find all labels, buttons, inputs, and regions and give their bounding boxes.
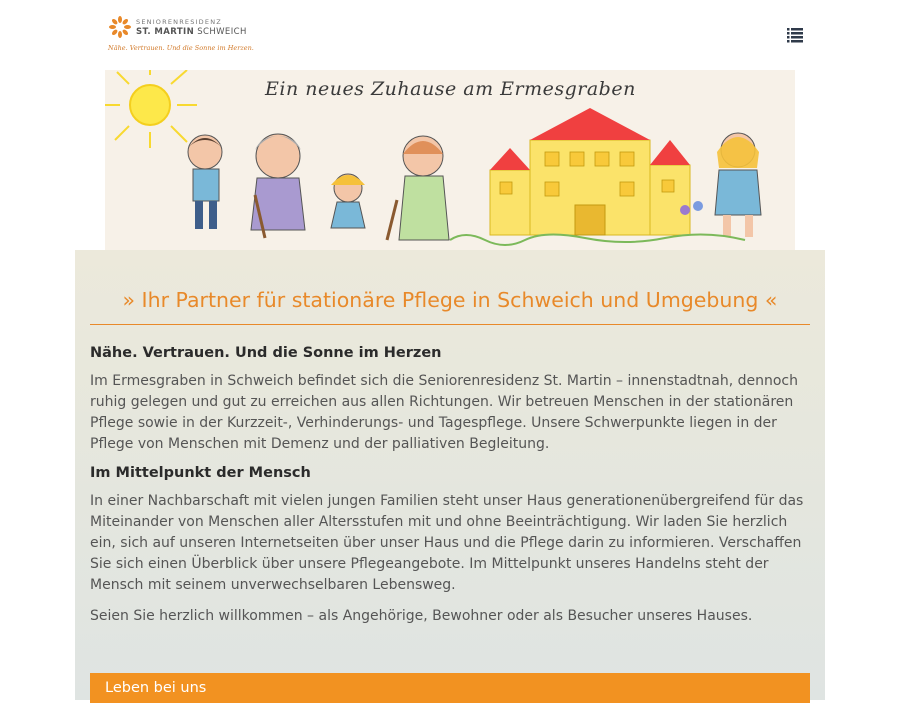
hero-banner <box>105 70 795 250</box>
list-menu-icon[interactable] <box>783 27 803 43</box>
section-title-closeness: Nähe. Vertrauen. Und die Sonne im Herzen <box>90 345 442 361</box>
site-header <box>0 0 900 70</box>
nurse-drawing <box>715 133 761 237</box>
page-title: » Ihr Partner für stationäre Pflege in Schweich und Umgebung « <box>122 288 778 312</box>
boy-drawing <box>188 135 222 229</box>
logo-slogan: Nähe. Vertrauen. Und die Sonne im Herzen. <box>108 44 254 52</box>
main-content <box>75 250 825 700</box>
logo-top-text: SENIORENRESIDENZ <box>136 18 222 26</box>
section-title-human: Im Mittelpunkt der Mensch <box>90 465 311 481</box>
life-section-bar[interactable] <box>90 673 810 703</box>
house-drawing <box>490 108 690 235</box>
life-section-label: Leben bei uns <box>105 680 207 696</box>
banner-title: Ein neues Zuhause am Ermesgraben <box>265 78 636 100</box>
logo-name-bold: ST. MARTIN <box>136 27 195 37</box>
site-logo[interactable] <box>108 15 254 55</box>
sun-drawing <box>105 70 197 148</box>
girl-drawing <box>331 174 365 228</box>
logo-name <box>136 27 247 37</box>
section-text-closeness: Im Ermesgraben in Schweich befindet sich die Seniorenresidenz St. Martin – innenstadtnah, dennoch ruhig gelegen und gut zu erreichen aus allen Richtungen. Wir betreuen Menschen in der stationären Pflege sowie in der Kurzzeit-, Verhinderungs- und Tagespflege. Unsere Schwerpunkte liegen in der Pflege von Menschen mit Demenz und der palliativen Begleitung. <box>90 373 798 452</box>
welcome-text: Seien Sie herzlich willkommen – als Angehörige, Bewohner oder als Besucher unseres Hauses. <box>90 608 753 624</box>
logo-name-rest: SCHWEICH <box>197 27 247 37</box>
grandpa-drawing <box>387 136 449 240</box>
sun-logo-icon <box>108 15 132 39</box>
section-text-human: In einer Nachbarschaft mit vielen jungen Familien steht unser Haus generationenübergreifend für das Miteinander von Menschen aller Altersstufen mit und ohne Beeinträchtigung. Wir laden Sie herzlich ein, sich auf unseren Internetseiten über unser Haus und die Pflege darin zu informieren. Verschaffen Sie sich einen Überblick über unsere Pflegeangebote. Im Mittelpunkt unseres Handelns steht der Mensch mit seinem unverwechselbaren Lebensweg. <box>90 493 804 593</box>
heading-divider <box>90 324 810 325</box>
content-inner <box>90 250 810 627</box>
grandma-drawing <box>251 134 305 238</box>
